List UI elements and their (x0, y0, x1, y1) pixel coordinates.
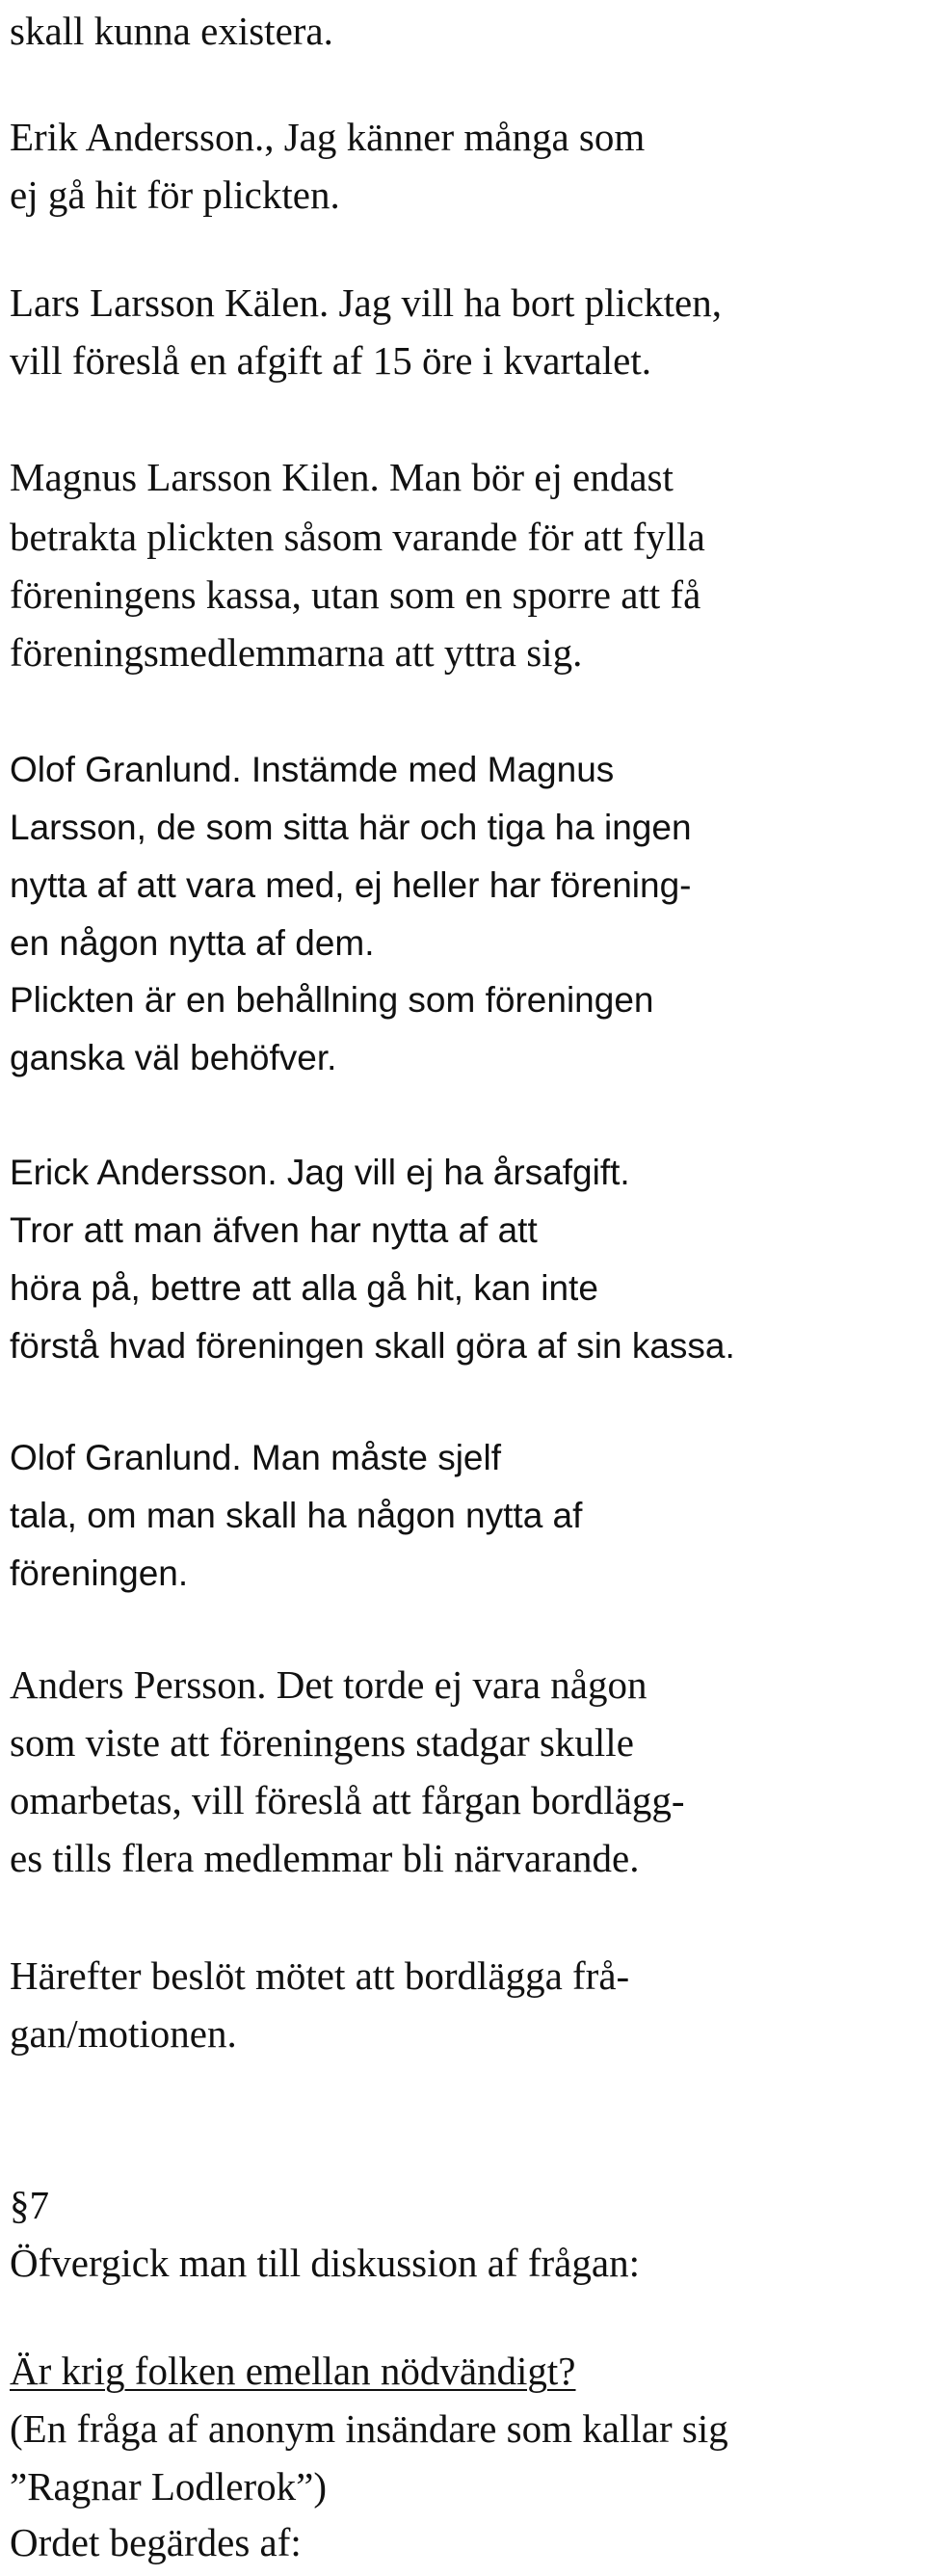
paragraph-line: föreningen. (10, 1554, 189, 1593)
paragraph-line: tala, om man skall ha någon nytta af (10, 1496, 583, 1535)
paragraph-line: Olof Granlund. Man måste sjelf (10, 1438, 501, 1477)
paragraph-line: skall kunna existera. (10, 9, 333, 53)
paragraph-line: föreningsmedlemmarna att yttra sig. (10, 630, 583, 675)
paragraph-line: Erick Andersson. Jag vill ej ha årsafgift. (10, 1153, 630, 1192)
paragraph-line: ej gå hit för plickten. (10, 173, 340, 217)
paragraph-line: Larsson, de som sitta här och tiga ha ingen (10, 808, 692, 847)
section-note-line: ”Ragnar Lodlerok”) (10, 2464, 327, 2509)
paragraph-line: Erik Andersson., Jag känner många som (10, 115, 646, 159)
section-question: Är krig folken emellan nödvändigt? (10, 2349, 576, 2393)
paragraph-line: höra på, bettre att alla gå hit, kan inte (10, 1268, 598, 1308)
paragraph-line: omarbetas, vill föreslå att fårgan bordlägg- (10, 1778, 685, 1822)
paragraph-line: Tror att man äfven har nytta af att (10, 1210, 538, 1250)
section-intro: Öfvergick man till diskussion af frågan: (10, 2241, 640, 2285)
paragraph-line: en någon nytta af dem. (10, 923, 375, 963)
paragraph-line: ganska väl behöfver. (10, 1038, 337, 1077)
paragraph-line: nytta af att vara med, ej heller har förening- (10, 865, 692, 905)
paragraph-line: vill föreslå en afgift af 15 öre i kvartalet. (10, 338, 651, 383)
paragraph-line: Anders Persson. Det torde ej vara någon (10, 1662, 648, 1707)
paragraph-line: Magnus Larsson Kilen. Man bör ej endast (10, 455, 674, 499)
section-closing: Ordet begärdes af: (10, 2520, 302, 2564)
section-note-line: (En fråga af anonym insändare som kallar sig (10, 2406, 728, 2451)
paragraph-line: som viste att föreningens stadgar skulle (10, 1720, 634, 1765)
paragraph-line: es tills flera medlemmar bli närvarande. (10, 1836, 640, 1880)
paragraph-line: Plickten är en behållning som föreningen (10, 980, 654, 1020)
paragraph-line: betrakta plickten såsom varande för att fylla (10, 515, 705, 559)
paragraph-line: Olof Granlund. Instämde med Magnus (10, 750, 615, 789)
paragraph-line: förstå hvad föreningen skall göra af sin kassa. (10, 1326, 735, 1366)
paragraph-line: gan/motionen. (10, 2011, 237, 2056)
section-number: §7 (10, 2183, 49, 2227)
paragraph-line: Lars Larsson Kälen. Jag vill ha bort plickten, (10, 280, 722, 325)
paragraph-line: föreningens kassa, utan som en sporre att få (10, 572, 701, 617)
paragraph-line: Härefter beslöt mötet att bordlägga frå- (10, 1953, 630, 1998)
